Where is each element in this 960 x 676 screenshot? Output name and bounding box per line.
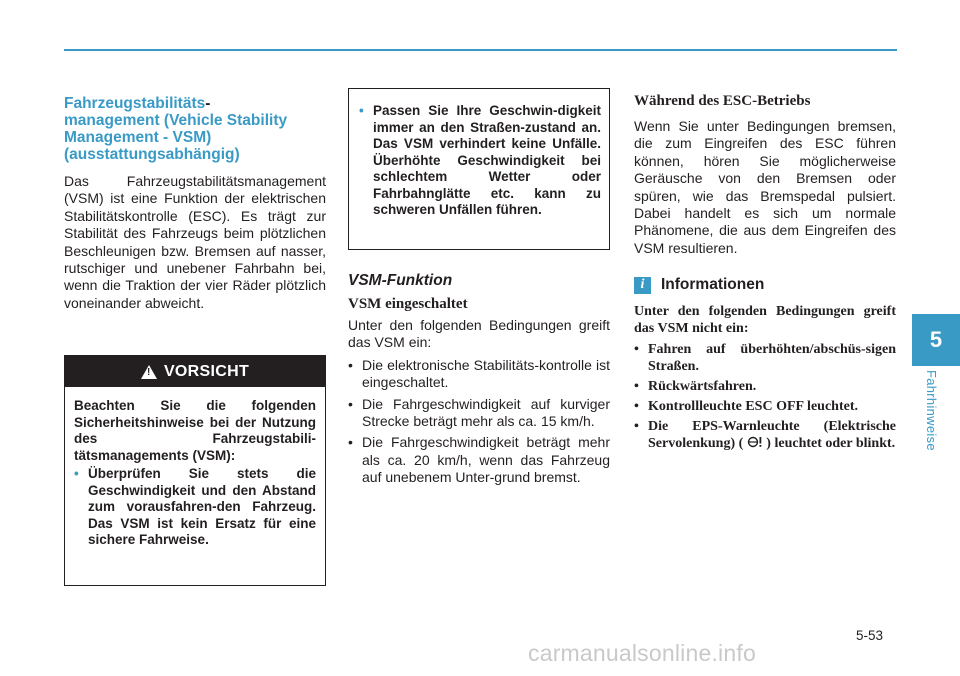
bullet-icon: • [359, 103, 364, 118]
eps-warning-icon [747, 436, 763, 448]
vsm-on-subheading: VSM eingeschaltet [348, 296, 468, 312]
list-item: • Fahren auf überhöhten/abschüs-sigen Straßen. [634, 342, 896, 375]
chapter-label: Fahrhinweise [924, 370, 939, 451]
header-rule [64, 49, 897, 51]
vsm-description: Das Fahrzeugstabilitätsmanagement (VSM) ist eine Funktion der elektrischen Stabilitätskontrolle (ESC). Es trägt zur Stabilität des Fahrzeugs beim plötzlichen Beschleunigen bzw. Bremsen auf nasser, rutschiger und unebener Fahrbahn bei, wenn die Traktion der vier Räder plötzlich voneinander abweicht. [64, 173, 326, 311]
info-icon: i [634, 277, 651, 294]
chapter-tab[interactable]: 5 [912, 314, 960, 366]
list-item: • Rückwärtsfahren. [634, 379, 757, 395]
caution-bullet: • Passen Sie Ihre Geschwin-digkeit immer an den Straßen-zustand an. Das VSM verhindert keine Unfälle. Überhöhte Geschwindigkeit bei schlechtem Wetter oder Fahrbahnglätte etc. kann zu schweren Unfällen führen. [359, 103, 601, 217]
list-item: • Die Fahrgeschwindigkeit auf kurviger Strecke beträgt mehr als ca. 15 km/h. [348, 395, 610, 430]
column-1 [64, 95, 326, 312]
vsm-function-heading: VSM-Funktion [348, 272, 453, 289]
vsm-on-intro: Unter den folgenden Bedingungen greift das VSM ein: [348, 317, 610, 351]
list-item: • Die Fahrgeschwindigkeit beträgt mehr als ca. 20 km/h, wenn das Fahrzeug auf unebenem Unter-grund bremst. [348, 434, 610, 486]
bullet-icon: • [74, 466, 79, 481]
caution-bullet: • Überprüfen Sie stets die Geschwindigkeit und den Abstand zum vorausfahren-den Fahrzeug. Das VSM ist kein Ersatz für eine sichere Fahrweise. [74, 466, 316, 547]
caution-body [65, 387, 325, 549]
section-title-vsm: Fahrzeugstabilitäts- management (Vehicle Stability Management - VSM) (ausstattungsabhängig) [64, 95, 288, 163]
info-title: Informationen [661, 276, 765, 294]
esc-operation-heading: Während des ESC-Betriebs [634, 93, 811, 109]
list-item: • Die EPS-Warnleuchte (Elektrische Servolenkung) ( ) leuchtet oder blinkt. [634, 419, 896, 452]
info-body [634, 303, 896, 452]
caution-header [65, 356, 325, 387]
column-2-body [348, 296, 610, 491]
list-item: • Kontrollleuchte ESC OFF leuchtet. [634, 399, 858, 415]
esc-operation-body: Wenn Sie unter Bedingungen bremsen, die zum Eingreifen des ESC führen können, hören Sie möglicherweise Geräusche von den Bremsen oder spüren, wie das Bremspedal pulsiert. Dabei handelt es sich um normale Phänomene, die aus dem Eingreifen des VSM resultieren. [634, 118, 896, 256]
info-intro: Unter den folgenden Bedingungen greift das VSM nicht ein: [634, 304, 896, 337]
caution-title: VORSICHT [163, 362, 250, 380]
list-item: • Die elektronische Stabilitäts-kontrolle ist eingeschaltet. [348, 356, 610, 391]
caution-intro: Beachten Sie die folgenden Sicherheitshinweise bei der Nutzung des Fahrzeugstabili-tätsmanagements (VSM): [74, 398, 316, 463]
watermark: carmanualsonline.info [528, 640, 756, 666]
warning-triangle-icon: ! [141, 365, 157, 379]
info-header [634, 276, 896, 294]
column-3 [634, 93, 896, 455]
page-number: 5-53 [856, 628, 884, 643]
caution-box [64, 355, 326, 586]
caution-continuation-box [348, 88, 610, 250]
